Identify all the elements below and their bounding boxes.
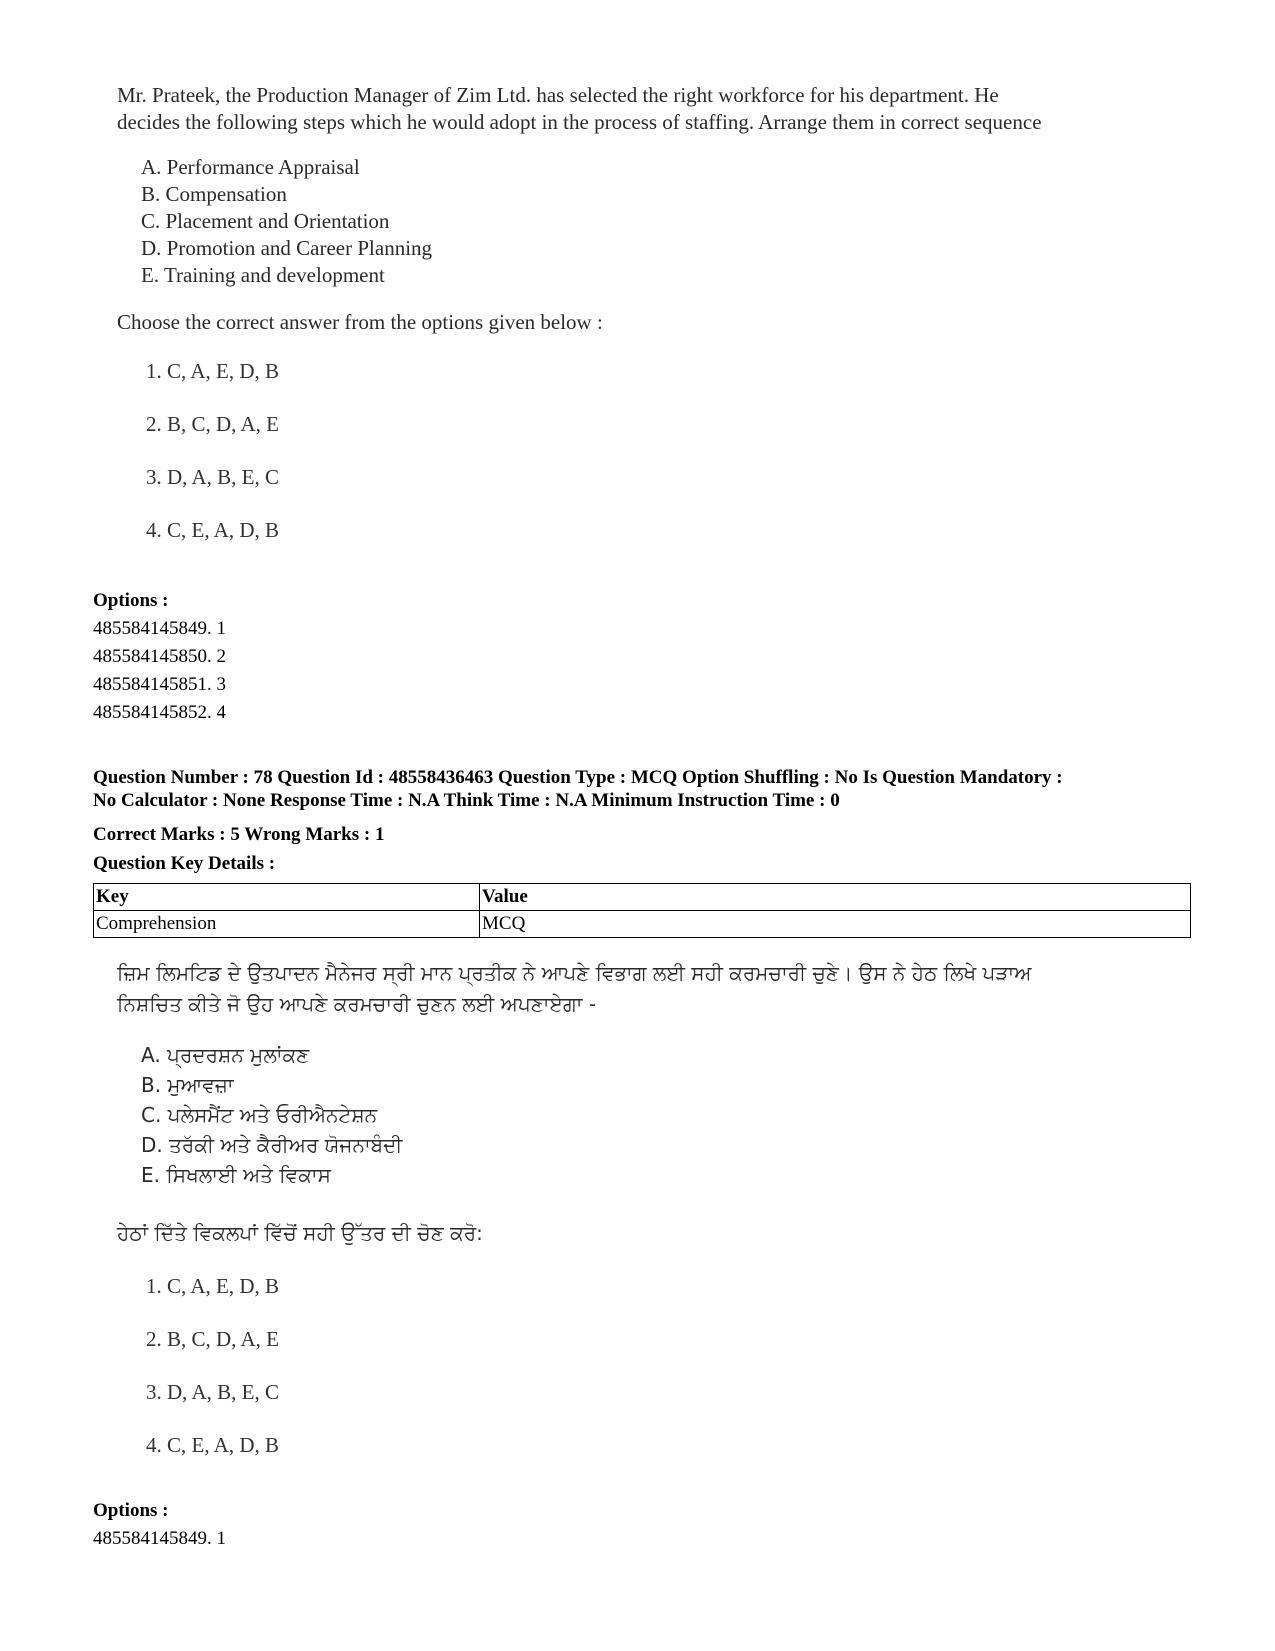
answer-choice: 1. C, A, E, D, B xyxy=(146,1274,280,1298)
option-line: 485584145849. 1 xyxy=(93,618,226,639)
list-item: A. Performance Appraisal xyxy=(141,155,360,179)
choose-instruction: ਹੇਠਾਂ ਦਿੱਤੇ ਵਿਕਲਪਾਂ ਵਿੱਚੋਂ ਸਹੀ ਉੱਤਰ ਦੀ ਚੋਣ ਕਰੋ: xyxy=(117,1221,483,1245)
list-item: D. ਤਰੱਕੀ ਅਤੇ ਕੈਰੀਅਰ ਯੋਜਨਾਬੰਦੀ xyxy=(141,1133,403,1157)
list-item: E. Training and development xyxy=(141,263,385,287)
table-cell-key: Comprehension xyxy=(94,911,480,938)
question-stem-line: ਨਿਸ਼ਚਿਤ ਕੀਤੇ ਜੋ ਉਹ ਆਪਣੇ ਕਰਮਚਾਰੀ ਚੁਣਨ ਲਈ ਅਪਣਾਏਗਾ - xyxy=(117,992,597,1016)
key-details-table xyxy=(93,883,1191,938)
table-header-key: Key xyxy=(94,884,480,911)
answer-choice: 2. B, C, D, A, E xyxy=(146,412,280,436)
table-cell-value: MCQ xyxy=(480,911,1191,938)
answer-choices-list xyxy=(146,1273,279,1485)
option-line: 485584145852. 4 xyxy=(93,702,226,723)
question-stem-line: Mr. Prateek, the Production Manager of Zim Ltd. has selected the right workforce for his department. He xyxy=(117,83,999,107)
answer-choice: 4. C, E, A, D, B xyxy=(146,1433,280,1457)
marks-line: Correct Marks : 5 Wrong Marks : 1 xyxy=(93,824,385,845)
question-image-english xyxy=(117,82,1042,542)
list-item: E. ਸਿਖਲਾਈ ਅਤੇ ਵਿਕਾਸ xyxy=(141,1163,331,1187)
option-line: 485584145849. 1 xyxy=(93,1528,226,1549)
answer-choice: 1. C, A, E, D, B xyxy=(146,359,280,383)
choose-instruction: Choose the correct answer from the options given below : xyxy=(117,310,603,334)
question-stem-line: ਜ਼ਿਮ ਲਿਮਟਿਡ ਦੇ ਉਤਪਾਦਨ ਮੈਨੇਜਰ ਸ੍ਰੀ ਮਾਨ ਪ੍ਰਤੀਕ ਨੇ ਆਪਣੇ ਵਿਭਾਗ ਲਈ ਸਹੀ ਕਰਮਚਾਰੀ ਚੁਣੇ। ਉਸ ਨੇ ਹੇਠ ਲਿਖੇ ਪੜਾਅ xyxy=(117,961,1032,985)
table-header-value: Value xyxy=(480,884,1191,911)
answer-choice: 3. D, A, B, E, C xyxy=(146,1380,280,1404)
staffing-steps-list xyxy=(141,1040,402,1190)
option-line: 485584145850. 2 xyxy=(93,646,226,667)
list-item: C. ਪਲੇਸਮੈਂਟ ਅਤੇ ਓਰੀਐਨਟੇਸ਼ਨ xyxy=(141,1103,378,1127)
question-meta-line: Question Number : 78 Question Id : 48558436463 Question Type : MCQ Option Shuffling : No Is Question Mandatory : xyxy=(93,767,1063,788)
list-item: B. ਮੁਆਵਜ਼ਾ xyxy=(141,1073,234,1097)
options-label: Options : xyxy=(93,590,169,611)
table-header-row xyxy=(94,884,1191,911)
options-section xyxy=(93,1497,226,1553)
list-item: A. ਪ੍ਰਦਰਸ਼ਨ ਮੁਲਾਂਕਣ xyxy=(141,1043,310,1067)
question-image-punjabi xyxy=(117,958,1032,1457)
key-details-label: Question Key Details : xyxy=(93,853,276,874)
options-section xyxy=(93,587,226,727)
table-row xyxy=(94,911,1191,938)
list-item: D. Promotion and Career Planning xyxy=(141,236,433,260)
answer-choice: 2. B, C, D, A, E xyxy=(146,1327,280,1351)
option-line: 485584145851. 3 xyxy=(93,674,226,695)
list-item: C. Placement and Orientation xyxy=(141,209,390,233)
answer-choice: 3. D, A, B, E, C xyxy=(146,465,280,489)
options-label: Options : xyxy=(93,1500,169,1521)
answer-choice: 4. C, E, A, D, B xyxy=(146,518,280,542)
answer-choices-list xyxy=(146,358,279,570)
staffing-steps-list xyxy=(141,154,432,289)
question-stem-line: decides the following steps which he would adopt in the process of staffing. Arrange them in correct sequence xyxy=(117,110,1042,134)
list-item: B. Compensation xyxy=(141,182,287,206)
question-meta-line: No Calculator : None Response Time : N.A Think Time : N.A Minimum Instruction Time : 0 xyxy=(93,790,840,811)
question-metadata xyxy=(93,766,1063,812)
